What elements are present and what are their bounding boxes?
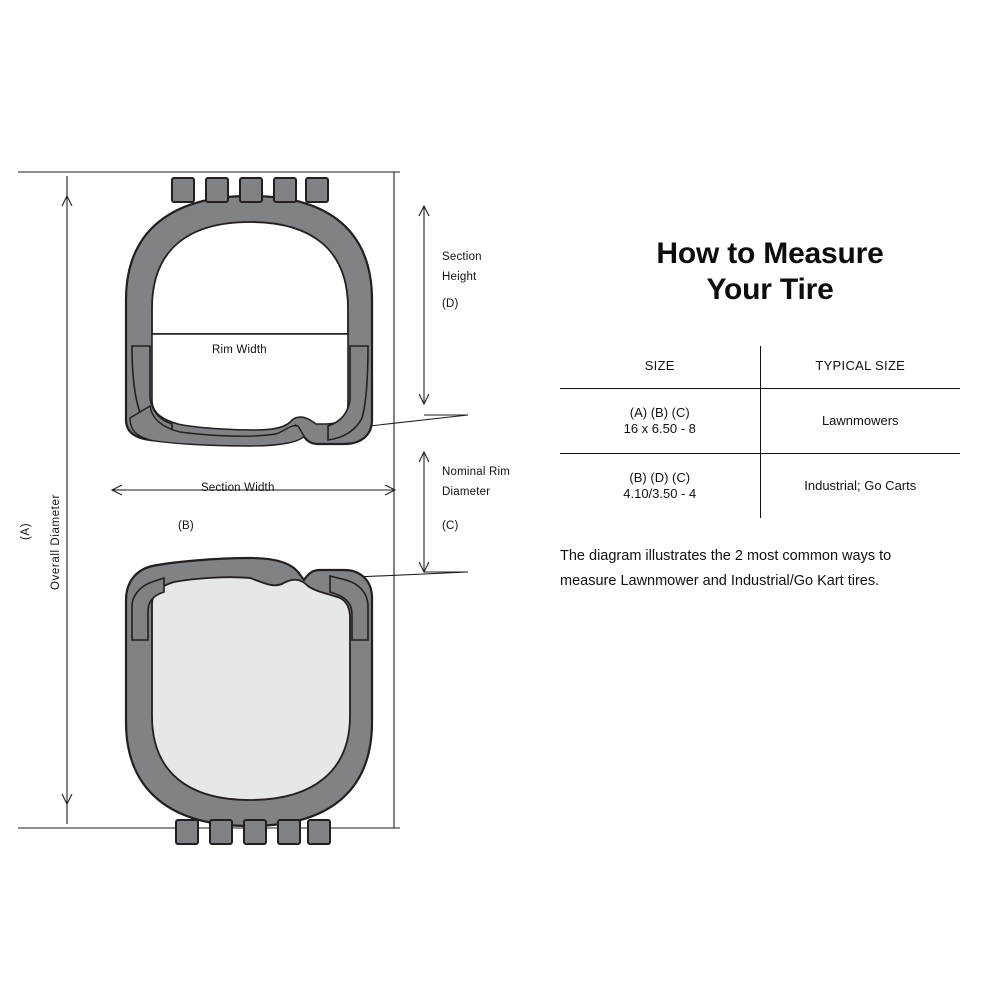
- page-title-line2: Your Tire: [706, 273, 834, 306]
- label-nominal-rim-line2: Diameter: [442, 486, 491, 498]
- table-header-typical-size: TYPICAL SIZE: [760, 346, 960, 389]
- table-row: [560, 454, 960, 519]
- label-section-height-letter: (D): [442, 298, 459, 310]
- page-title: [560, 236, 980, 308]
- page-title-line1: How to Measure: [656, 237, 884, 270]
- size-table: [560, 346, 960, 518]
- label-nominal-rim-letter: (C): [442, 520, 459, 532]
- caption-line1: The diagram illustrates the 2 most common ways to: [560, 548, 892, 564]
- table-cell-size: [560, 389, 760, 454]
- label-section-height-line2: Height: [442, 271, 477, 283]
- table-header-row: [560, 346, 960, 389]
- size-value: 4.10/3.50 - 4: [623, 486, 697, 501]
- size-code: (B) (D) (C): [629, 470, 691, 485]
- tire-upper-section: [126, 178, 372, 446]
- label-nominal-rim-line1: Nominal Rim: [442, 466, 511, 478]
- table-cell-typical-size: Industrial; Go Carts: [804, 478, 917, 493]
- tire-lower-section: [126, 558, 372, 844]
- table-row: [560, 389, 960, 454]
- info-panel: [560, 236, 980, 594]
- table-header-size: SIZE: [560, 346, 760, 389]
- label-rim-width: Rim Width: [212, 344, 267, 356]
- label-overall-diameter-letter: (A): [20, 522, 32, 540]
- label-overall-diameter: Overall Diameter: [50, 494, 62, 590]
- label-section-width-letter: (B): [178, 520, 194, 532]
- caption: [560, 544, 960, 594]
- caption-line2: measure Lawnmower and Industrial/Go Kart tires.: [560, 573, 880, 589]
- label-section-width: Section Width: [201, 482, 275, 494]
- table-cell-typical-size: Lawnmowers: [760, 389, 960, 454]
- table-cell-size: [560, 454, 760, 519]
- label-section-height-line1: Section: [442, 251, 482, 263]
- size-code: (A) (B) (C): [629, 405, 690, 420]
- size-value: 16 x 6.50 - 8: [623, 421, 696, 436]
